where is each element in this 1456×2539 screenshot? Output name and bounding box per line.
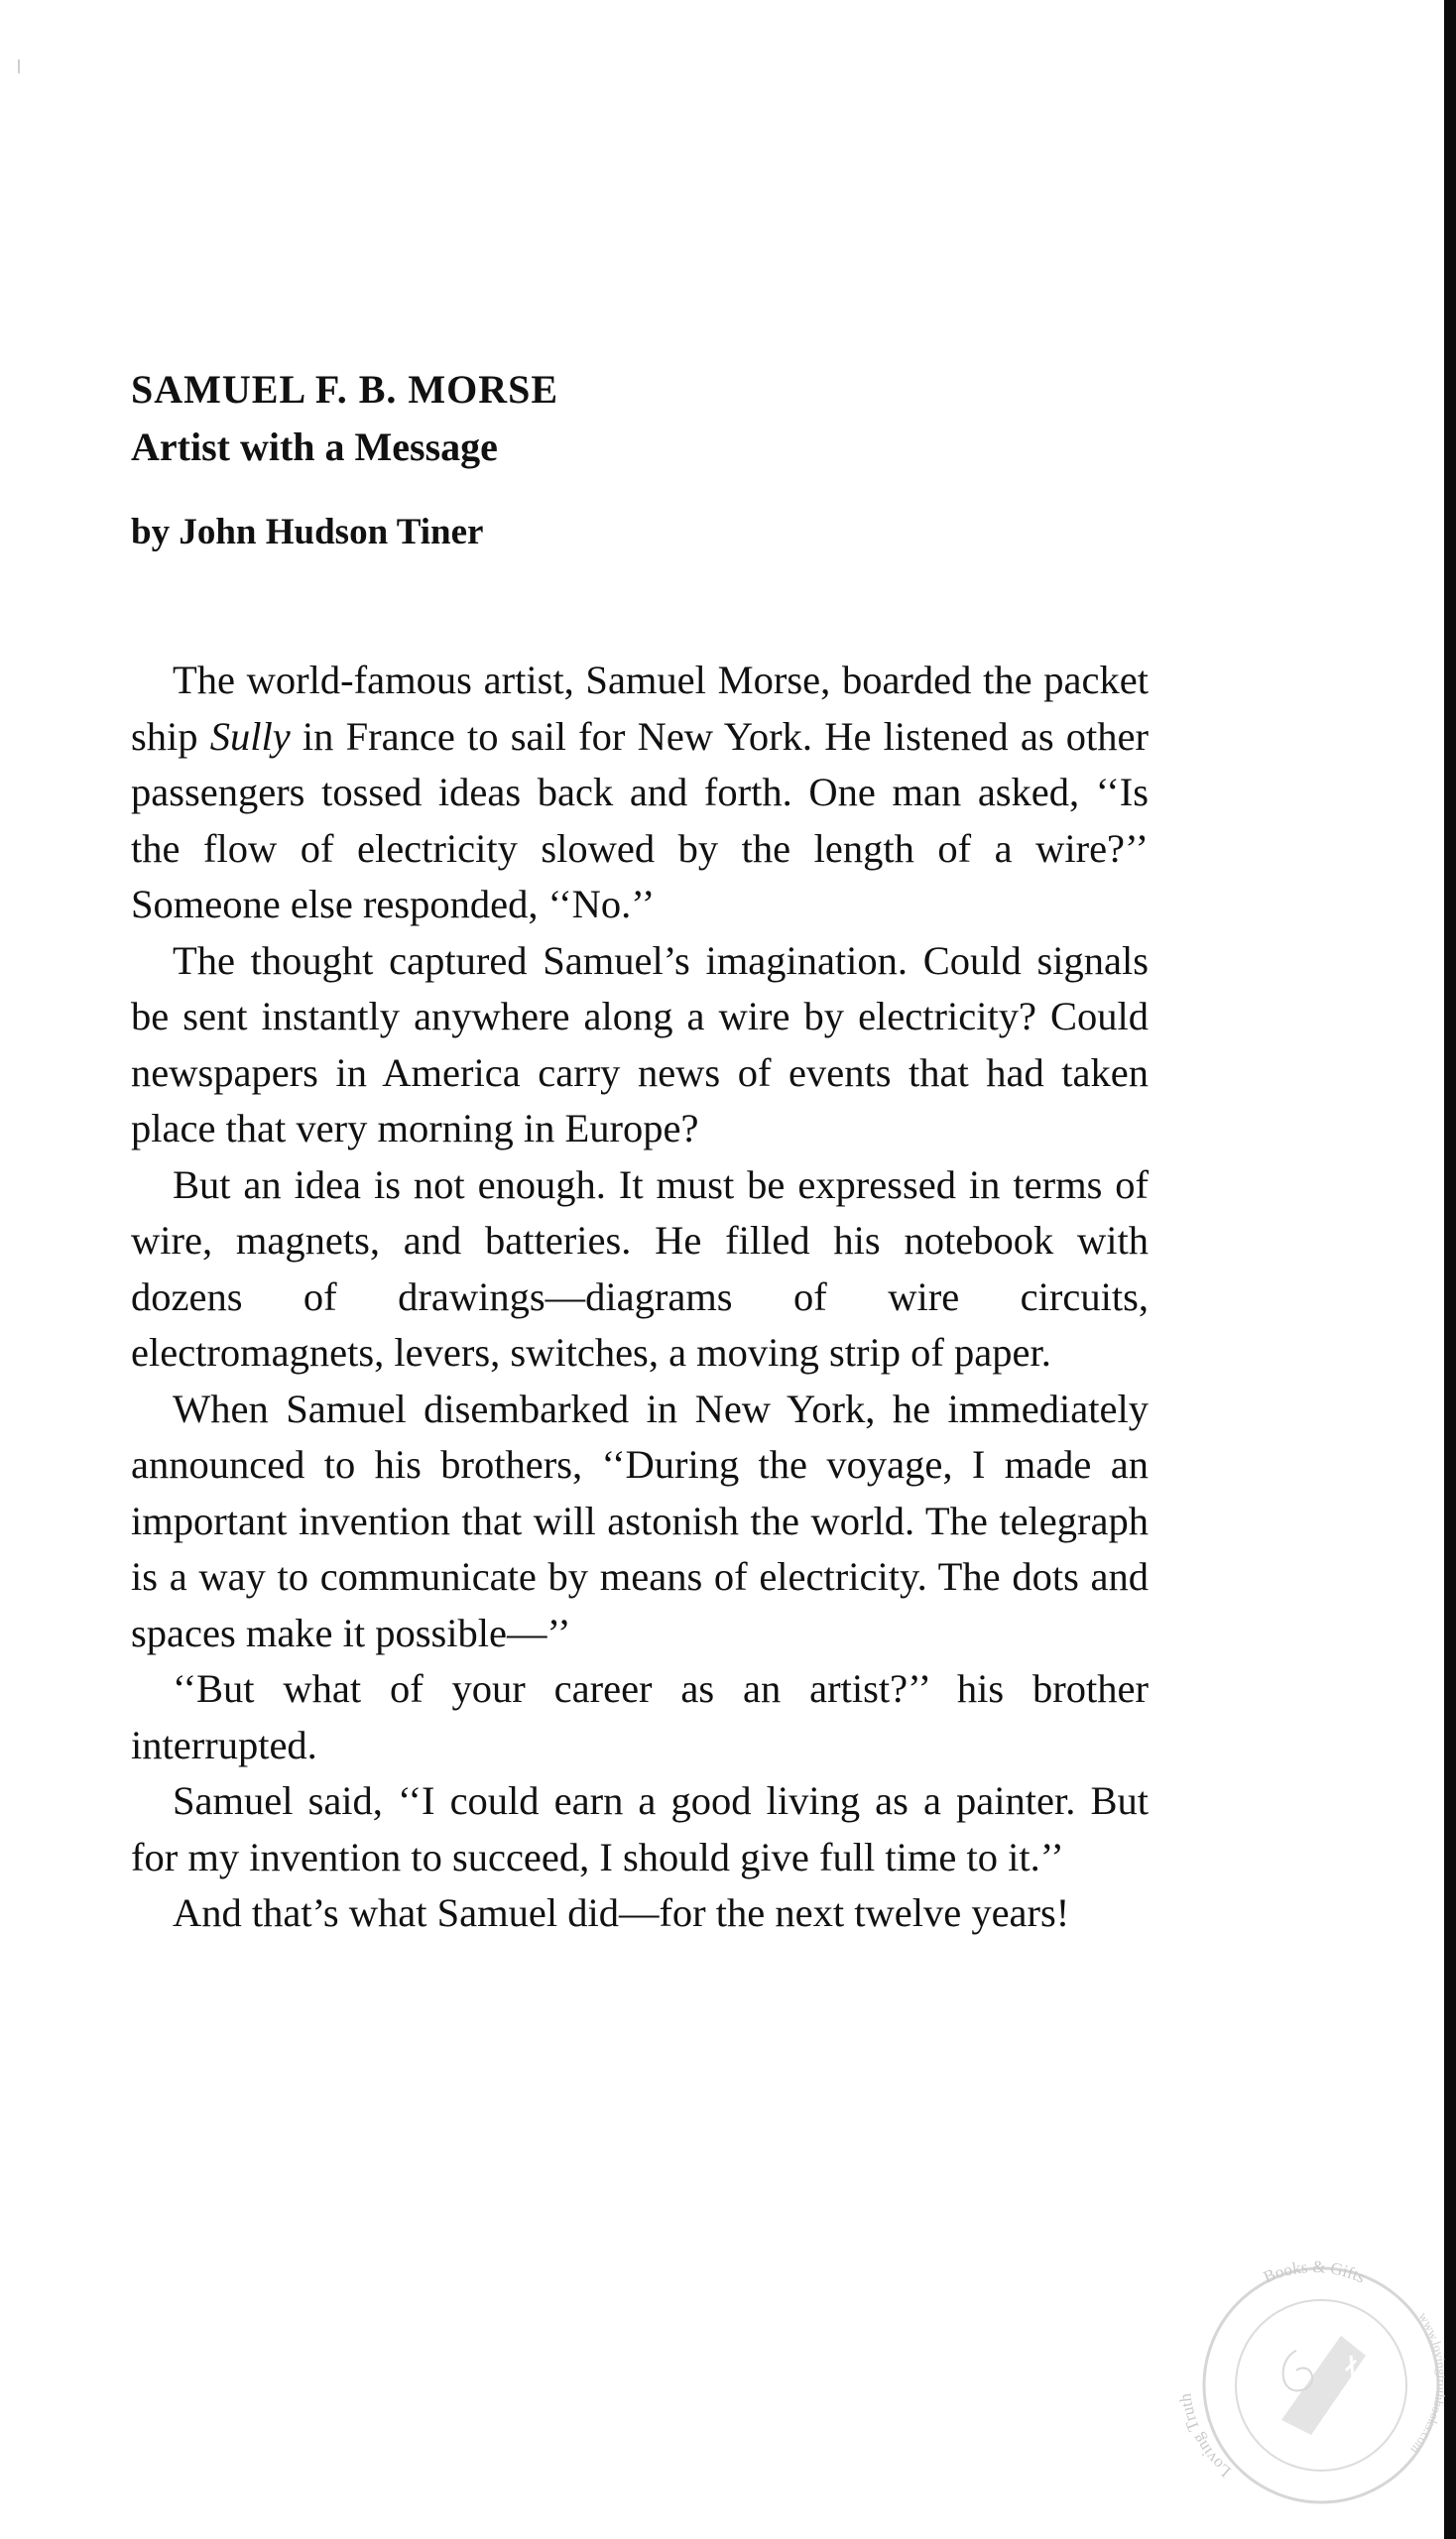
- story-body: [131, 653, 1149, 1942]
- paragraph-5: ‘‘But what of your career as an artist?’’ his brother interrupted.: [131, 1666, 1149, 1767]
- chapter-heading: [131, 361, 1222, 476]
- chapter-title: SAMUEL F. B. MORSE: [131, 367, 559, 412]
- margin-mark: [18, 60, 20, 73]
- paragraph-4: When Samuel disembarked in New York, he immediately announced to his brothers, ‘‘During the voyage, I made an important invention that will astonish the world. The telegraph is a way to communicate by means of electricity. The dots and spaces make it possible—’’: [131, 1386, 1149, 1655]
- page-edge-shadow: [1444, 0, 1456, 2539]
- paragraph-3: But an idea is not enough. It must be expressed in terms of wire, magnets, and batteries. He filled his notebook with dozens of drawings—diagrams of wire circuits, electromagnets, levers, switches, a moving strip of paper.: [131, 1161, 1149, 1375]
- author-byline: by John Hudson Tiner: [131, 512, 484, 552]
- stamp-text-top: Books & Gifts: [1261, 2256, 1369, 2287]
- ship-name: Sully: [209, 713, 291, 759]
- stamp-text-left: Loving Truth: [1175, 2392, 1235, 2481]
- paragraph-2: The thought captured Samuel’s imagination. Could signals be sent instantly anywhere along a wire by electricity? Could newspapers in America carry news of events that had taken place that very morning in Europe?: [131, 937, 1149, 1150]
- paragraph-6: Samuel said, ‘‘I could earn a good living as a painter. But for my invention to succeed, I should give full time to it.’’: [131, 1778, 1149, 1879]
- paragraph-1-text-b: in France to sail for New York. He listened as other passengers tossed ideas back and forth. One man asked, ‘‘Is the flow of electricity slowed by the length of a wire?’’ Someone else responded, ‘‘No.’’: [131, 713, 1149, 926]
- paragraph-1: [131, 653, 1149, 933]
- book-icon: [1281, 2336, 1366, 2435]
- paragraph-1-text-a: The world-famous artist, Samuel Morse, boarded the packet ship: [131, 658, 1149, 759]
- stamp-text-right: www.lovingtruthbooks.com: [1407, 2309, 1450, 2458]
- paragraph-7: And that’s what Samuel did—for the next twelve years!: [173, 1890, 1070, 1935]
- bookstore-stamp: [1172, 2222, 1450, 2519]
- chapter-subtitle: Artist with a Message: [131, 424, 498, 469]
